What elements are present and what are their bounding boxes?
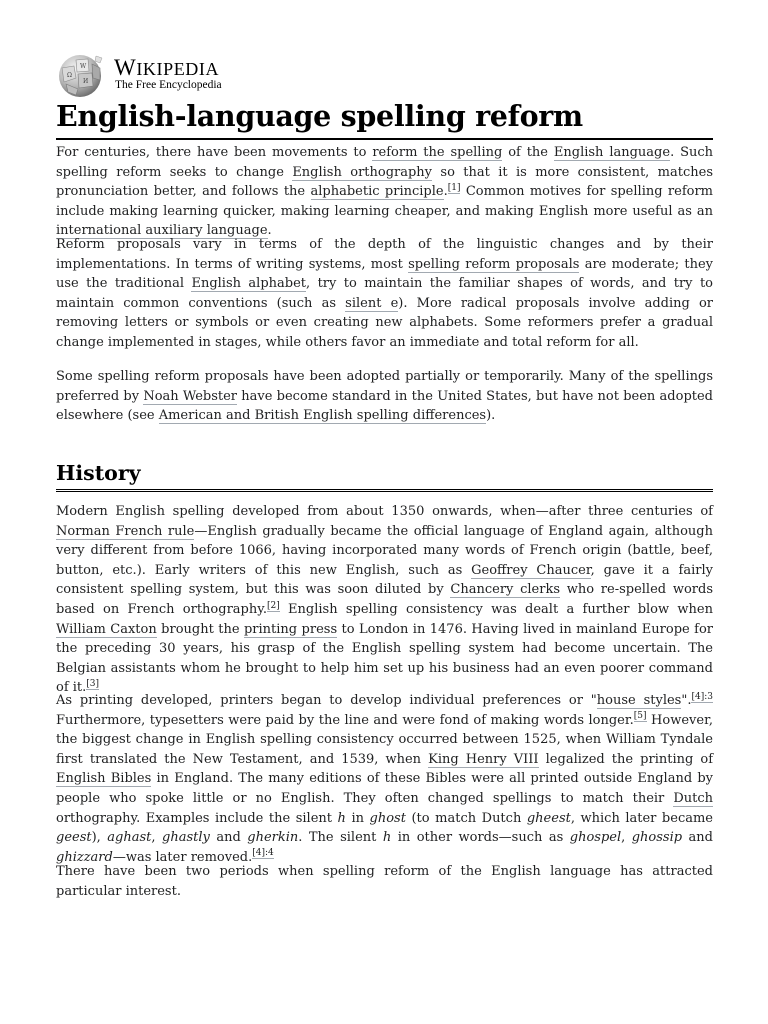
text-run: in xyxy=(345,810,370,826)
text-run: are moderate; they use the traditional xyxy=(56,256,714,292)
citation-ref[interactable] xyxy=(448,183,461,194)
article-link[interactable]: William Caxton xyxy=(56,621,157,637)
italic-term: aghast xyxy=(107,830,152,846)
italic-term: gherkin xyxy=(247,830,299,846)
text-run: who re-spelled words based on French orthography. xyxy=(56,582,713,617)
article-link[interactable]: Norman French rule xyxy=(56,523,195,539)
article-link[interactable]: English alphabet xyxy=(191,276,307,292)
article-link[interactable]: American and British English spelling differences xyxy=(158,408,487,424)
italic-term: ghastly xyxy=(162,830,210,846)
italic-term: geest xyxy=(56,830,92,846)
svg-text:И: И xyxy=(83,78,89,85)
text-run: , gave it a fairly consistent spelling system, but this was soon diluted by xyxy=(56,562,713,598)
wikipedia-logo[interactable] xyxy=(56,52,296,98)
intro-paragraph-3 xyxy=(56,367,713,426)
text-run: ). xyxy=(486,408,496,424)
italic-term: ghizzard xyxy=(56,849,113,865)
text-run: For centuries, there have been movements to xyxy=(56,145,373,160)
citation-link[interactable]: [3] xyxy=(86,679,100,690)
text-run: ". xyxy=(681,693,692,708)
citation-ref[interactable] xyxy=(86,679,99,690)
wordmark xyxy=(114,55,219,81)
text-run: Common motives for spelling reform include making learning quicker, making learning cheaper, and making English more useful as an xyxy=(56,184,714,219)
tagline: The Free Encyclopedia xyxy=(115,79,222,91)
italic-term: h xyxy=(382,830,392,846)
article-link[interactable]: English Bibles xyxy=(56,771,152,787)
text-run: However, the biggest change in English spelling consistency occurred between 1525, when William Tyndale first translated the New Testament, and 1539, when xyxy=(56,712,713,767)
italic-term: ghost xyxy=(369,810,406,826)
article-link[interactable]: King Henry VIII xyxy=(428,751,539,767)
text-run: Some spelling reform proposals have been adopted partially or temporarily. Many of the spellings preferred by xyxy=(56,369,713,404)
text-run: legalized the printing of xyxy=(538,751,713,767)
page-title: English-language spelling reform xyxy=(56,96,713,140)
puzzle-globe-icon xyxy=(56,52,106,98)
history-paragraph-1 xyxy=(56,502,713,698)
citation-link[interactable]: [1] xyxy=(447,182,461,193)
article-link[interactable]: reform the spelling xyxy=(372,145,503,160)
italic-term: ghospel xyxy=(569,830,622,846)
text-run: have become standard in the United States, but have not been adopted elsewhere (see xyxy=(56,388,714,424)
wordmark-rest: IKIPEDIA xyxy=(136,59,220,79)
text-run: , xyxy=(621,830,632,846)
text-run: in other words—such as xyxy=(391,830,570,846)
text-run: ), xyxy=(91,830,108,846)
text-run: and xyxy=(682,830,713,846)
text-run: ). More radical proposals involve adding or removing letters or symbols or even creating new alphabets. Some reformers prefer a gradual change implemented in stages, while others favor an immediate and total reform for all. xyxy=(56,295,713,350)
article-link[interactable]: Dutch xyxy=(673,790,713,806)
history-paragraph-2 xyxy=(56,691,713,867)
text-run: Reform proposals vary in terms of the depth of the linguistic changes and by their implementations. In terms of writing systems, most xyxy=(56,237,713,272)
italic-term: h xyxy=(337,810,346,826)
text-run: Modern English spelling developed from about 1350 onwards, when—after three centuries of xyxy=(56,504,713,519)
citation-link[interactable]: [4]:4 xyxy=(252,848,274,859)
citation-ref[interactable] xyxy=(267,601,280,612)
italic-term: ghossip xyxy=(631,830,683,846)
article-link[interactable]: silent e xyxy=(345,295,399,311)
intro-paragraph-2 xyxy=(56,235,713,353)
article-link[interactable]: house styles xyxy=(596,693,682,708)
article-link[interactable]: English language xyxy=(553,145,671,160)
article-link[interactable]: international auxiliary language xyxy=(56,223,268,239)
text-run: and xyxy=(209,830,248,846)
text-run: There have been two periods when spelling reform of the English language has attracted particular interest. xyxy=(56,864,713,899)
text-run: orthography. Examples include the silent xyxy=(56,810,338,826)
article-link[interactable]: spelling reform proposals xyxy=(408,256,580,272)
text-run: so that it is more consistent, matches pronunciation better, and follows the xyxy=(56,164,713,200)
text-run: (to match Dutch xyxy=(405,810,527,826)
text-run: to London in 1476. Having lived in mainland Europe for the preceding 30 years, his grasp of the English spelling system had become uncertain. The Belgian assistants whom he brought to help him set up his business had an even poorer command of it. xyxy=(56,621,714,696)
article-link[interactable]: Noah Webster xyxy=(143,388,238,404)
article-link[interactable]: English orthography xyxy=(292,164,433,180)
citation-link[interactable]: [2] xyxy=(266,600,280,611)
svg-text:Ω: Ω xyxy=(67,72,72,79)
text-run: brought the xyxy=(156,621,244,637)
text-run: Furthermore, typesetters were paid by the line and were fond of making words longer. xyxy=(56,712,634,728)
citation-ref[interactable] xyxy=(691,692,713,703)
text-run: English spelling consistency was dealt a further blow when xyxy=(279,601,713,617)
text-run: , xyxy=(151,830,162,846)
text-run: in England. The many editions of these Bibles were all printed outside England by people who spoke little or no English. They often changed spellings to match their xyxy=(56,771,713,806)
text-run: As printing developed, printers began to develop individual preferences or " xyxy=(56,693,597,708)
text-run: . Such spelling reform seeks to change xyxy=(56,145,714,180)
history-paragraph-3 xyxy=(56,862,713,901)
citation-ref[interactable] xyxy=(634,711,647,722)
italic-term: gheest xyxy=(526,810,571,826)
text-run: , try to maintain the familiar shapes of words, and try to maintain common conventions (such as xyxy=(56,276,713,311)
citation-link[interactable]: [5] xyxy=(633,711,647,722)
article-link[interactable]: printing press xyxy=(243,621,338,637)
text-run: —was later removed. xyxy=(112,849,253,865)
citation-link[interactable]: [4]:3 xyxy=(691,691,713,702)
article-link[interactable]: Geoffrey Chaucer xyxy=(471,562,591,578)
text-run: —English gradually became the official language of England again, although very different from before 1066, having incorporated many words of French origin (battle, beef, button, etc.). Early writers of this new English, such as xyxy=(56,523,713,578)
text-run: , which later became xyxy=(570,810,714,826)
text-run: . xyxy=(267,223,272,239)
text-run: of the xyxy=(502,145,554,160)
section-heading-history: History xyxy=(56,457,713,492)
intro-paragraph-1 xyxy=(56,143,713,241)
article-link[interactable]: Chancery clerks xyxy=(450,582,561,598)
article-link[interactable]: alphabetic principle xyxy=(310,184,444,200)
citation-ref[interactable] xyxy=(252,848,274,859)
text-run: . xyxy=(443,184,448,200)
text-run: . The silent xyxy=(298,830,383,846)
svg-text:W: W xyxy=(80,63,87,70)
wordmark-initial: W xyxy=(114,55,137,80)
